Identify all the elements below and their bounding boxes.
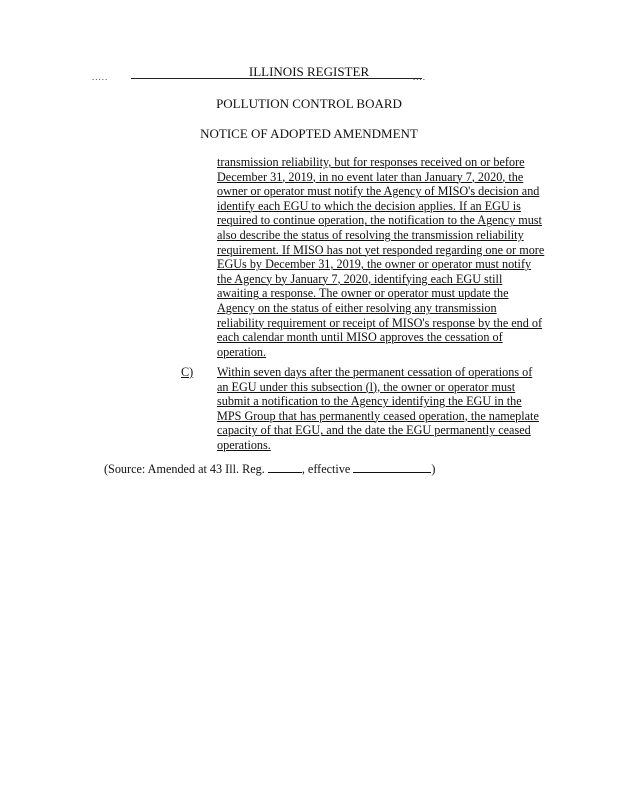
notice-title: NOTICE OF ADOPTED AMENDMENT — [200, 126, 418, 141]
item-c-text: Within seven days after the permanent cessation of operations of an EGU under this subsection (l), the owner or operator must submit a notification to the Agency identifying the EGU in the MPS Group that has permanently ceased operation, the nameplate capacity of that EGU, and the date the EGU permanently ceased operations. — [217, 365, 539, 452]
volume-blank — [268, 461, 302, 473]
paragraph-text: transmission reliability, but for responses received on or before December 31, 2019, in no event later than January 7, 2020, the owner or operator must notify the Agency of MISO's decision and identify each EGU to which the decision applies. If an EGU is required to continue operation, the notification to the Agency must also describe the status of resolving the transmission reliability requirement. If MISO has not yet responded regarding one or more EGUs by December 31, 2019, the owner or operator must notify the Agency by January 7, 2020, identifying each EGU still awaiting a response. The owner or operator must update the Agency on the status of either resolving any transmission reliability requirement or receipt of MISO's response by the end of each calendar month until MISO approves the cessation of operation. — [217, 155, 545, 359]
continued-paragraph — [217, 155, 545, 359]
source-middle: , effective — [301, 462, 354, 476]
header-dots-right: .... — [413, 72, 426, 82]
source-prefix: (Source: Amended at 43 Ill. Reg. — [104, 462, 268, 476]
item-c-label: C) — [181, 365, 194, 379]
effective-date-blank — [353, 461, 431, 473]
source-line — [104, 461, 435, 477]
item-c-paragraph — [217, 365, 545, 453]
board-title: POLLUTION CONTROL BOARD — [216, 96, 402, 111]
source-suffix: ) — [431, 462, 436, 476]
header-dots-left: ..... — [92, 72, 109, 82]
register-title: ILLINOIS REGISTER — [248, 64, 370, 79]
